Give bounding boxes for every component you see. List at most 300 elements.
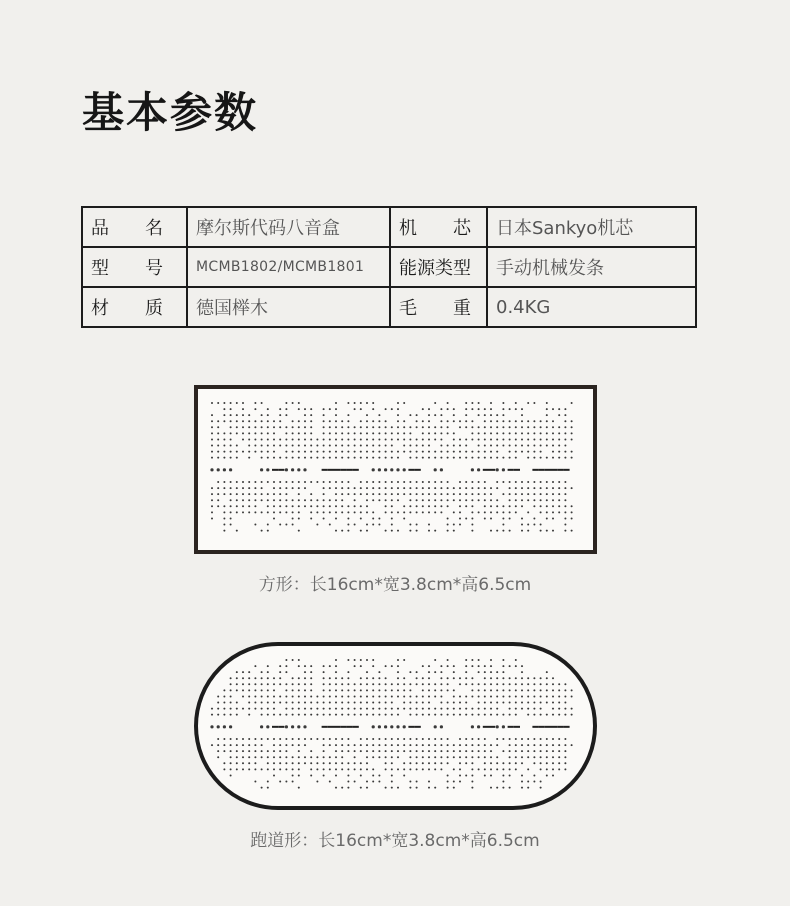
pattern-dot	[465, 762, 467, 764]
pattern-dot	[447, 714, 449, 716]
pattern-dot	[279, 414, 281, 416]
pattern-dot	[397, 438, 399, 440]
pattern-dot	[310, 457, 312, 459]
pattern-dot	[546, 493, 548, 495]
pattern-dot	[310, 750, 312, 752]
pattern-dot	[248, 671, 250, 673]
pattern-dot	[335, 768, 337, 770]
pattern-dot	[558, 493, 560, 495]
pattern-dot	[360, 402, 362, 404]
pattern-dot	[416, 499, 418, 501]
pattern-dot	[378, 432, 380, 434]
pattern-dot	[292, 695, 294, 697]
pattern-dot	[366, 451, 368, 453]
pattern-dot	[403, 445, 405, 447]
pattern-dot	[422, 750, 424, 752]
pattern-dot	[261, 702, 263, 704]
pattern-dot	[502, 408, 504, 410]
pattern-dot	[490, 408, 492, 410]
pattern-dot	[304, 487, 306, 489]
pattern-dot	[434, 468, 437, 471]
pattern-dot	[323, 677, 325, 679]
pattern-dot	[254, 756, 256, 758]
pattern-dot	[440, 426, 442, 428]
pattern-dot	[471, 750, 473, 752]
pattern-dot	[323, 481, 325, 483]
pattern-dot	[372, 451, 374, 453]
pattern-dot	[552, 530, 554, 532]
pattern-dot	[267, 420, 269, 422]
pattern-dot	[323, 408, 325, 410]
pattern-dot	[409, 432, 411, 434]
pattern-dot	[453, 530, 455, 532]
pattern-dot	[254, 493, 256, 495]
pattern-dot	[335, 511, 337, 513]
pattern-dot	[403, 695, 405, 697]
pattern-dot	[515, 487, 517, 489]
pattern-dot	[285, 402, 287, 404]
pattern-dot	[298, 499, 300, 501]
pattern-dot	[347, 708, 349, 710]
pattern-dot	[378, 744, 380, 746]
pattern-dot	[230, 426, 232, 428]
pattern-dot	[478, 695, 480, 697]
pattern-dot	[416, 414, 418, 416]
pattern-dot	[403, 725, 406, 728]
pattern-dot	[298, 677, 300, 679]
pattern-dot	[236, 768, 238, 770]
pattern-dot	[261, 714, 263, 716]
pattern-dot	[223, 511, 225, 513]
pattern-dot	[372, 487, 374, 489]
morse-dash	[489, 469, 495, 471]
pattern-dot	[230, 762, 232, 764]
pattern-dot	[211, 487, 213, 489]
pattern-dot	[502, 665, 504, 667]
pattern-dot	[515, 768, 517, 770]
pattern-dot	[428, 408, 430, 410]
pattern-dot	[527, 787, 529, 789]
pattern-dot	[409, 438, 411, 440]
pattern-dot	[484, 420, 486, 422]
pattern-dot	[403, 487, 405, 489]
pattern-dot	[217, 438, 219, 440]
pattern-dot	[285, 499, 287, 501]
pattern-dot	[397, 414, 399, 416]
pattern-dot	[416, 756, 418, 758]
pattern-dot	[484, 432, 486, 434]
pattern-dot	[329, 445, 331, 447]
morse-dash	[532, 726, 538, 728]
pattern-dot	[471, 774, 473, 776]
morse-dash	[508, 469, 514, 471]
pattern-dot	[230, 774, 232, 776]
pattern-dot	[378, 493, 380, 495]
pattern-dot	[471, 511, 473, 513]
pattern-dot	[403, 750, 405, 752]
pattern-dot	[254, 702, 256, 704]
pattern-dot	[540, 708, 542, 710]
pattern-dot	[347, 438, 349, 440]
pattern-dot	[403, 493, 405, 495]
pattern-dot	[453, 487, 455, 489]
pattern-dot	[341, 445, 343, 447]
pattern-dot	[453, 781, 455, 783]
pattern-dot	[434, 708, 436, 710]
pattern-dot	[304, 756, 306, 758]
pattern-dot	[521, 493, 523, 495]
pattern-dot	[391, 665, 393, 667]
pattern-dot	[385, 493, 387, 495]
pattern-dot	[496, 677, 498, 679]
pattern-dot	[502, 762, 504, 764]
pattern-dot	[496, 505, 498, 507]
pattern-dot	[279, 671, 281, 673]
pattern-dot	[310, 702, 312, 704]
pattern-dot	[341, 511, 343, 513]
pattern-dot	[564, 499, 566, 501]
page-title: 基本参数	[82, 88, 259, 137]
pattern-dot	[211, 414, 213, 416]
pattern-dot	[285, 493, 287, 495]
pattern-dot	[521, 432, 523, 434]
pattern-dot	[564, 517, 566, 519]
pattern-dot	[422, 432, 424, 434]
pattern-dot	[546, 408, 548, 410]
pattern-dot	[540, 487, 542, 489]
pattern-dot	[360, 750, 362, 752]
pattern-dot	[471, 781, 473, 783]
pattern-dot	[484, 408, 486, 410]
pattern-dot	[248, 683, 250, 685]
pattern-dot	[552, 408, 554, 410]
pattern-dot	[502, 493, 504, 495]
pattern-dot	[434, 683, 436, 685]
pattern-dot	[360, 457, 362, 459]
pattern-dot	[422, 708, 424, 710]
pattern-dot	[267, 493, 269, 495]
pattern-dot	[440, 432, 442, 434]
pattern-dot	[416, 744, 418, 746]
pattern-dot	[254, 768, 256, 770]
pattern-dot	[484, 702, 486, 704]
pattern-dot	[254, 445, 256, 447]
pattern-dot	[409, 445, 411, 447]
pattern-dot	[285, 738, 287, 740]
pattern-dot	[242, 426, 244, 428]
pattern-dot	[496, 481, 498, 483]
pattern-dot	[217, 445, 219, 447]
pattern-dot	[552, 683, 554, 685]
pattern-dot	[341, 426, 343, 428]
pattern-dot	[546, 702, 548, 704]
pattern-dot	[459, 750, 461, 752]
pattern-dot	[558, 451, 560, 453]
pattern-dot	[223, 457, 225, 459]
pattern-dot	[459, 708, 461, 710]
pattern-dot	[347, 714, 349, 716]
pattern-dot	[242, 481, 244, 483]
pattern-dot	[310, 762, 312, 764]
pattern-dot	[378, 750, 380, 752]
pattern-dot	[329, 708, 331, 710]
pattern-dot	[236, 671, 238, 673]
pattern-dot	[341, 451, 343, 453]
rectangle-size-caption: 方形：长16cm*宽3.8cm*高6.5cm	[258, 575, 532, 595]
pattern-dot	[223, 714, 225, 716]
pattern-dot	[211, 511, 213, 513]
spec-value: 德国榉木	[187, 287, 390, 327]
pattern-dot	[416, 524, 418, 526]
pattern-dot	[360, 702, 362, 704]
pattern-dot	[453, 451, 455, 453]
pattern-dot	[391, 744, 393, 746]
pattern-dot	[310, 414, 312, 416]
pattern-dot	[515, 702, 517, 704]
pattern-dot	[310, 432, 312, 434]
pattern-dot	[558, 445, 560, 447]
pattern-dot	[571, 438, 573, 440]
pattern-dot	[471, 481, 473, 483]
pattern-dot	[366, 511, 368, 513]
pattern-dot	[378, 438, 380, 440]
pattern-dot	[397, 738, 399, 740]
pattern-dot	[323, 511, 325, 513]
pattern-dot	[490, 750, 492, 752]
pattern-dot	[230, 438, 232, 440]
pattern-dot	[236, 487, 238, 489]
pattern-dot	[540, 787, 542, 789]
pattern-dot	[304, 438, 306, 440]
pattern-dot	[316, 451, 318, 453]
pattern-dot	[465, 756, 467, 758]
pattern-dot	[533, 432, 535, 434]
morse-dash	[272, 469, 278, 471]
pattern-dot	[254, 683, 256, 685]
pattern-dot	[347, 781, 349, 783]
pattern-dot	[552, 756, 554, 758]
pattern-dot	[304, 708, 306, 710]
pattern-dot	[254, 505, 256, 507]
pattern-dot	[354, 756, 356, 758]
pattern-dot	[533, 493, 535, 495]
pattern-dot	[279, 683, 281, 685]
pattern-dot	[372, 665, 374, 667]
pattern-dot	[440, 756, 442, 758]
pattern-dot	[236, 762, 238, 764]
pattern-dot	[360, 683, 362, 685]
pattern-dot	[496, 468, 499, 471]
pattern-dot	[254, 402, 256, 404]
pattern-dot	[354, 781, 356, 783]
pattern-dot	[409, 511, 411, 513]
pattern-dot	[341, 493, 343, 495]
pattern-dot	[248, 708, 250, 710]
pattern-dot	[409, 683, 411, 685]
pattern-dot	[323, 499, 325, 501]
pattern-dot	[397, 493, 399, 495]
pattern-dot	[527, 756, 529, 758]
pattern-dot	[540, 689, 542, 691]
pattern-dot	[230, 689, 232, 691]
pattern-dot	[533, 677, 535, 679]
pattern-dot	[223, 420, 225, 422]
pattern-dot	[366, 768, 368, 770]
pattern-dot	[292, 768, 294, 770]
pattern-dot	[391, 781, 393, 783]
pattern-dot	[372, 517, 374, 519]
pattern-dot	[416, 420, 418, 422]
pattern-dot	[490, 708, 492, 710]
pattern-dot	[403, 517, 405, 519]
pattern-dot	[347, 768, 349, 770]
pattern-dot	[360, 708, 362, 710]
pattern-dot	[230, 683, 232, 685]
pattern-dot	[273, 420, 275, 422]
pattern-dot	[527, 781, 529, 783]
pattern-dot	[230, 432, 232, 434]
pattern-dot	[409, 487, 411, 489]
pattern-dot	[279, 702, 281, 704]
pattern-dot	[298, 714, 300, 716]
pattern-dot	[347, 457, 349, 459]
pattern-dot	[558, 738, 560, 740]
pattern-dot	[391, 517, 393, 519]
pattern-dot	[366, 750, 368, 752]
morse-dash	[322, 469, 328, 471]
pattern-dot	[521, 695, 523, 697]
pattern-dot	[478, 451, 480, 453]
morse-dash	[514, 469, 520, 471]
pattern-dot	[391, 524, 393, 526]
pattern-dot	[546, 457, 548, 459]
pattern-dot	[267, 738, 269, 740]
pattern-dot	[236, 426, 238, 428]
pattern-dot	[484, 671, 486, 673]
pattern-dot	[571, 689, 573, 691]
pattern-dot	[434, 762, 436, 764]
pattern-dot	[490, 511, 492, 513]
pattern-dot	[552, 738, 554, 740]
morse-dash	[415, 726, 421, 728]
morse-dash	[563, 469, 569, 471]
pattern-dot	[267, 426, 269, 428]
pattern-dot	[447, 420, 449, 422]
pattern-dot	[248, 689, 250, 691]
pattern-dot	[329, 451, 331, 453]
pattern-dot	[329, 756, 331, 758]
pattern-dot	[347, 744, 349, 746]
pattern-dot	[403, 511, 405, 513]
pattern-dot	[279, 420, 281, 422]
pattern-dot	[502, 677, 504, 679]
pattern-dot	[335, 683, 337, 685]
pattern-dot	[484, 708, 486, 710]
pattern-dot	[335, 689, 337, 691]
pattern-dot	[297, 468, 300, 471]
pattern-dot	[273, 738, 275, 740]
pattern-dot	[465, 744, 467, 746]
pattern-dot	[223, 762, 225, 764]
pattern-dot	[397, 768, 399, 770]
pattern-dot	[242, 683, 244, 685]
pattern-dot	[230, 408, 232, 410]
pattern-dot	[267, 530, 269, 532]
pattern-dot	[323, 714, 325, 716]
pattern-dot	[298, 665, 300, 667]
pattern-dot	[354, 408, 356, 410]
pattern-dot	[496, 499, 498, 501]
pattern-dot	[335, 505, 337, 507]
pattern-dot	[391, 451, 393, 453]
pattern-dot	[521, 781, 523, 783]
pattern-dot	[378, 426, 380, 428]
pattern-dot	[385, 768, 387, 770]
pattern-dot	[540, 762, 542, 764]
pattern-dot	[267, 414, 269, 416]
pattern-dot	[304, 689, 306, 691]
morse-dash	[539, 469, 545, 471]
pattern-dot	[484, 774, 486, 776]
pattern-dot	[552, 695, 554, 697]
pattern-dot	[267, 481, 269, 483]
pattern-dot	[471, 725, 474, 728]
pattern-dot	[552, 487, 554, 489]
pattern-dot	[465, 451, 467, 453]
pattern-dot	[465, 493, 467, 495]
pattern-dot	[509, 438, 511, 440]
pattern-dot	[440, 468, 443, 471]
pattern-dot	[440, 714, 442, 716]
pattern-dot	[453, 665, 455, 667]
pattern-dot	[465, 683, 467, 685]
pattern-dot	[515, 432, 517, 434]
pattern-dot	[471, 708, 473, 710]
pattern-dot	[428, 457, 430, 459]
pattern-dot	[242, 768, 244, 770]
pattern-dot	[459, 683, 461, 685]
pattern-dot	[366, 487, 368, 489]
pattern-dot	[254, 665, 256, 667]
pattern-dot	[409, 671, 411, 673]
pattern-dot	[391, 511, 393, 513]
pattern-dot	[347, 671, 349, 673]
pattern-dot	[546, 505, 548, 507]
pattern-dot	[236, 499, 238, 501]
pattern-dot	[571, 714, 573, 716]
pattern-dot	[285, 725, 288, 728]
pattern-dot	[360, 517, 362, 519]
pattern-dot	[223, 530, 225, 532]
pattern-dot	[397, 756, 399, 758]
pattern-dot	[217, 714, 219, 716]
pattern-dot	[465, 408, 467, 410]
pattern-dot	[496, 530, 498, 532]
pattern-dot	[273, 481, 275, 483]
pattern-dot	[490, 671, 492, 673]
pattern-dot	[354, 402, 356, 404]
pattern-dot	[509, 426, 511, 428]
pattern-dot	[242, 505, 244, 507]
pattern-dot	[564, 432, 566, 434]
pattern-dot	[453, 414, 455, 416]
pattern-dot	[521, 750, 523, 752]
pattern-dot	[416, 451, 418, 453]
pattern-dot	[496, 768, 498, 770]
pattern-dot	[484, 414, 486, 416]
pattern-dot	[366, 445, 368, 447]
pattern-dot	[484, 493, 486, 495]
